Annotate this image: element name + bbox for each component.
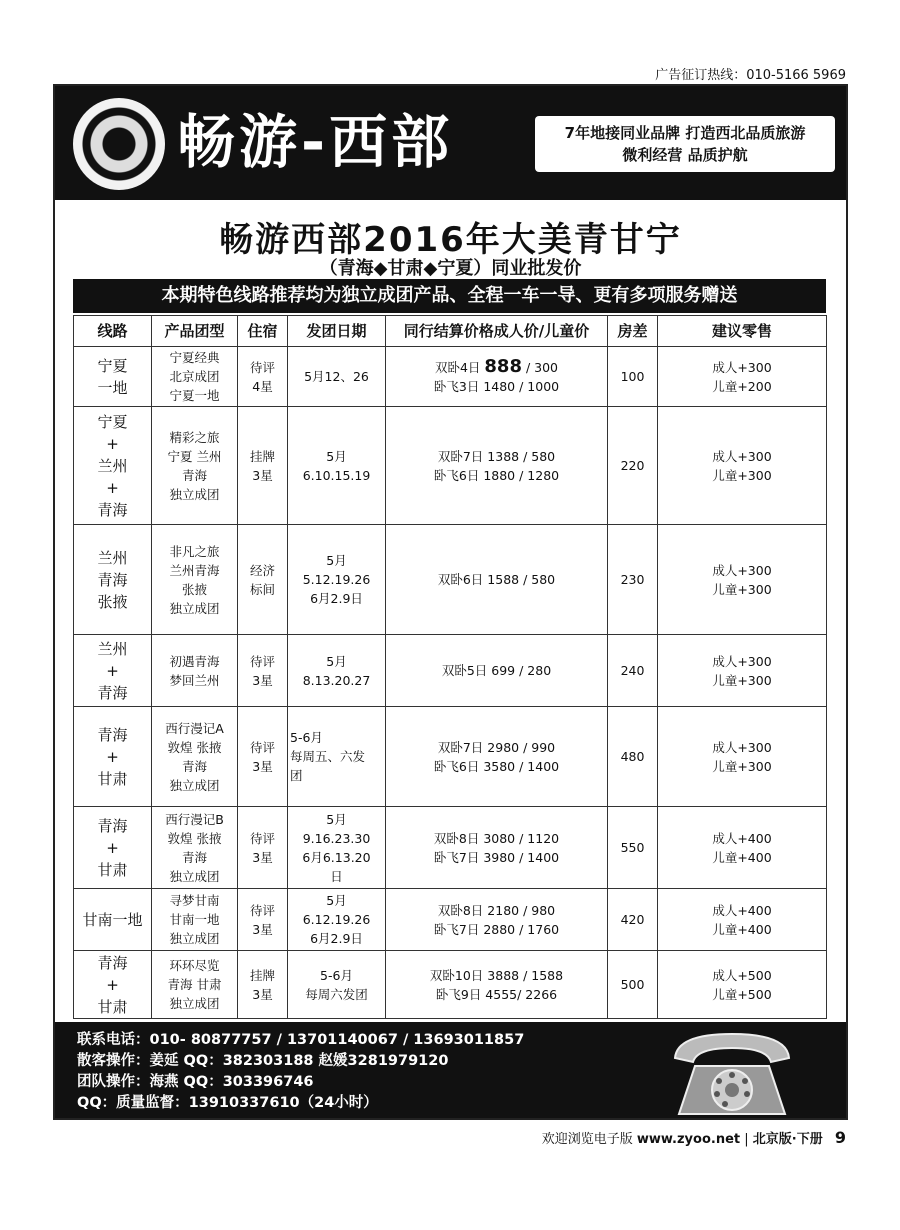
route-cell: 甘南一地 [74,889,152,951]
price-cell [386,635,608,707]
contact-group-line: 团队操作：海燕 QQ：303396746 [77,1074,314,1090]
price-cell [386,951,608,1019]
table-row [74,951,827,1019]
product-cell: 非凡之旅 兰州青海 张掖 独立成团 [152,525,238,635]
ad-panel [53,84,848,1120]
dates-cell: 5-6月 每周五、六发 团 [288,707,386,807]
table-row [74,807,827,889]
route-cell: 宁夏 一地 [74,347,152,407]
price-line: 双卧6日 1588 / 580 [437,572,556,587]
hotel-cell: 挂牌 3星 [238,407,288,525]
page-footer [542,1128,846,1147]
retail-cell: 成人+300 儿童+300 [658,407,827,525]
table-row [74,525,827,635]
price-line [388,357,605,377]
dates-cell: 5月 6.12.19.26 6月2.9日 [288,889,386,951]
retail-cell: 成人+300 儿童+300 [658,635,827,707]
dates-cell: 5月 5.12.19.26 6月2.9日 [288,525,386,635]
footer-welcome: 欢迎浏览电子版 [541,1132,633,1147]
price-line: 双卧8日 3080 / 1120 [433,830,560,846]
price-cell [386,347,608,407]
dates-cell: 5月12、26 [288,347,386,407]
page-title: 畅游西部2016年大美青甘宁 [219,220,682,260]
table-row [74,635,827,707]
price-line: 卧飞3日 1480 / 1000 [433,379,560,394]
price-line: 双卧5日 699 / 280 [441,663,552,678]
company-logo [73,98,165,190]
price-cell [386,407,608,525]
price-line: 双卧7日 1388 / 580 [437,448,556,464]
price-cell [386,525,608,635]
room-diff-cell: 420 [608,889,658,951]
hotel-cell: 待评 3星 [238,807,288,889]
retail-cell: 成人+300 儿童+300 [658,525,827,635]
price-rest: / 300 [525,360,559,375]
contact-individual-line: 散客操作：姜延 QQ：382303188 赵媛3281979120 [77,1053,449,1069]
col-header-dates: 发团日期 [288,316,386,347]
room-diff-cell: 500 [608,951,658,1019]
table-row [74,407,827,525]
retail-cell: 成人+300 儿童+200 [658,347,827,407]
table-header-row [74,316,827,347]
price-line: 卧飞9日 4555/ 2266 [435,986,558,1002]
col-header-price: 同行结算价格成人价/儿童价 [386,316,608,347]
price-cell [386,707,608,807]
hotel-cell: 经济 标间 [238,525,288,635]
route-cell: 青海 + 甘肃 [74,951,152,1019]
footer-edition: 北京版·下册 [752,1132,823,1147]
room-diff-cell: 230 [608,525,658,635]
product-cell: 寻梦甘南 甘南一地 独立成团 [152,889,238,951]
brand-name: 畅游-西部 [177,108,454,176]
price-line: 双卧10日 3888 / 1588 [429,967,564,983]
dates-cell: 5月 6.10.15.19 [288,407,386,525]
price-cell [386,889,608,951]
col-header-product: 产品团型 [152,316,238,347]
slogan-box [535,116,835,172]
product-cell: 宁夏经典 北京成团 宁夏一地 [152,347,238,407]
retail-cell: 成人+500 儿童+500 [658,951,827,1019]
product-cell: 初遇青海 梦回兰州 [152,635,238,707]
slogan-line2: 微利经营 品质护航 [622,146,748,164]
dates-cell: 5-6月 每周六发团 [288,951,386,1019]
room-diff-cell: 220 [608,407,658,525]
route-cell: 青海 + 甘肃 [74,807,152,889]
header-bar [55,86,846,200]
dates-cell: 5月 8.13.20.27 [288,635,386,707]
page-number: 9 [834,1128,846,1147]
hotel-cell: 待评 3星 [238,707,288,807]
retail-cell: 成人+400 儿童+400 [658,807,827,889]
telephone-icon [667,1028,797,1118]
room-diff-cell: 550 [608,807,658,889]
price-line: 卧飞7日 2880 / 1760 [433,921,560,937]
col-header-retail: 建议零售 [658,316,827,347]
page-subtitle: （青海◆甘肃◆宁夏）同业批发价 [319,258,582,279]
room-diff-cell: 100 [608,347,658,407]
price-line: 卧飞6日 3580 / 1400 [433,758,560,774]
hotel-cell: 挂牌 3星 [238,951,288,1019]
col-header-room: 房差 [608,316,658,347]
hotel-cell: 待评 3星 [238,635,288,707]
col-header-route: 线路 [74,316,152,347]
col-header-hotel: 住宿 [238,316,288,347]
route-cell: 宁夏 + 兰州 + 青海 [74,407,152,525]
retail-cell: 成人+400 儿童+400 [658,889,827,951]
table-row [74,707,827,807]
hotel-cell: 待评 4星 [238,347,288,407]
slogan-line1: 7年地接同业品牌 打造西北品质旅游 [564,124,806,142]
footer-divider: | [744,1132,753,1147]
price-cell [386,807,608,889]
price-label: 双卧4日 [434,360,481,375]
ad-hotline: 广告征订热线：010-5166 5969 [655,68,846,83]
route-cell: 兰州 + 青海 [74,635,152,707]
table-row [74,347,827,407]
price-line: 双卧8日 2180 / 980 [437,902,556,918]
price-table [73,315,827,1019]
route-cell: 兰州 青海 张掖 [74,525,152,635]
promo-banner: 本期特色线路推荐均为独立成团产品、全程一车一导、更有多项服务赠送 [73,279,826,313]
route-cell: 青海 + 甘肃 [74,707,152,807]
price-highlight: 888 [484,356,522,377]
table-row [74,889,827,951]
price-line: 卧飞7日 3980 / 1400 [433,849,560,865]
contact-bar [55,1022,846,1118]
room-diff-cell: 480 [608,707,658,807]
retail-cell: 成人+300 儿童+300 [658,707,827,807]
footer-url[interactable]: www.zyoo.net [636,1132,741,1147]
product-cell: 环环尽览 青海 甘肃 独立成团 [152,951,238,1019]
product-cell: 西行漫记A 敦煌 张掖 青海 独立成团 [152,707,238,807]
price-line: 双卧7日 2980 / 990 [437,739,556,755]
dates-cell: 5月 9.16.23.30 6月6.13.20 日 [288,807,386,889]
room-diff-cell: 240 [608,635,658,707]
contact-supervision-line: QQ：质量监督：13910337610（24小时） [77,1095,378,1111]
product-cell: 精彩之旅 宁夏 兰州 青海 独立成团 [152,407,238,525]
price-line: 卧飞6日 1880 / 1280 [433,467,560,483]
contact-phone-line: 联系电话：010- 80877757 / 13701140067 / 13693011857 [77,1032,525,1048]
product-cell: 西行漫记B 敦煌 张掖 青海 独立成团 [152,807,238,889]
hotel-cell: 待评 3星 [238,889,288,951]
